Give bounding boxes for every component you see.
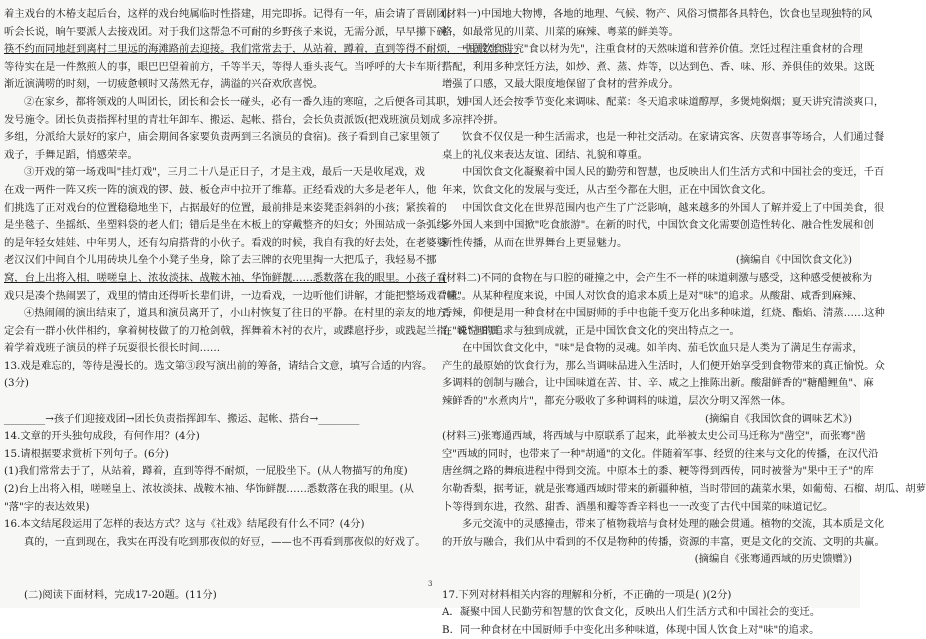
right-column <box>442 6 926 636</box>
left-column-line: ③开戏的第一场戏叫"挂灯戏"，三月二十八是正日子，才是主戏，最后一天是收尾戏，戏 <box>24 166 425 179</box>
left-column-line <box>4 569 424 587</box>
page-number: 3 <box>428 580 433 588</box>
right-column-line: 年来，饮食文化的发展与变迁，从古至今都在大胆，正在中国饮食文化。 <box>442 183 772 196</box>
left-column-line: 的是年轻女娃娃、中年男人，还有勾肩搭背的小伙子。看戏的时候，我自有我的好去处，在老婆婆 <box>4 236 447 249</box>
left-column-line: 着学着戏班子演员的样子玩耍很长很长时间…… <box>4 342 221 355</box>
right-column-line: 搭配，利用多种烹饪方法，如炒、煮、蒸、炸等，以达到色、香、味、形、养俱佳的效果。这既 <box>442 60 875 73</box>
left-column-line: 14.文章的开头独句成段，有何作用？(4分) <box>4 430 200 443</box>
left-column-line <box>4 551 424 569</box>
right-column-line: 在"味"上的追求与独到成就，正是中国饮食文化的突出特点之一。 <box>442 324 740 337</box>
right-column-line: 空"西域的同时，也带来了一种"胡通"的文化。伴随着军事、经贸的往来与文化的传播，在汉代沿 <box>442 447 879 460</box>
left-column-line: ________→孩子们迎接戏团→团长负责指挥卸车、搬运、起帐、搭台→________ <box>4 412 360 425</box>
right-column-line: 中国人还会按季节变化来调味、配菜：冬天追求味道醇厚，多煲炖焖烟；夏天讲究清淡爽口， <box>462 95 885 108</box>
right-column-line: 尔勒香梨，据考证，就是张骞通西域时带来的新疆种植，当时带回的蔬菜水果，如葡萄、石榴、胡瓜、胡萝 <box>442 483 926 496</box>
right-column-line: 在中国饮食文化中，"味"是食物的灵魂。如羊肉、茄毛饮血只是人类为了满足生存需求， <box>462 342 863 355</box>
right-column-line: 中国饮食文化凝聚着中国人民的勤劳和智慧，也反映出人们生活方式和中国社会的变迁，千百 <box>462 166 885 179</box>
left-column-line: 多组，分派给大景好的家户，庙会期间各家要负责两到三名演员的食宿)。孩子看到自己家里领了 <box>4 131 441 144</box>
left-column-line: 听会长说，晌午要派人去接戏团。对于我们这帮急不可耐的乡野孩子来说，无需分派，早早攥下碗 <box>4 25 447 38</box>
right-column-line: (摘编自《我国饮食的调味艺术》) <box>704 412 852 425</box>
right-column-line: "味"。从某种程度来说，中国人对饮食的追求本质上是对"味"的追求。从酸甜、咸香到麻辣、 <box>442 289 863 302</box>
left-column-line: 真的，一直到现在，我实在再没有吃到那夜似的好豆，——也不再看到那夜似的好戏了。 <box>24 535 426 548</box>
right-column-line: 多凉拌冷拼。 <box>442 113 504 126</box>
left-column-line: 渐近演满唠的时刻，一切疲惫顿时又荡然无存，满溢的兴奋欢欣喜悦。 <box>4 78 324 91</box>
left-column-line: 是坐毯子、坐摇纸、坐塑料袋的老人们；错后是坐在木板上的穿戴整齐的妇女；外围站成一条弧线 <box>4 219 447 232</box>
left-column-line: 窝，台上出将入相，嗟嗟皇上、浓妆淡抹、战鞍木袖、华饰鲜靓……悉数落在我的眼里。小孩子看 <box>4 271 447 284</box>
right-column-line: 增强了口感，又最大限度地保留了食材的营养成分。 <box>442 78 679 91</box>
left-column-line: "落"字的表达效果) <box>4 500 90 513</box>
right-column-line: B．同一种食材在中国厨师手中变化出多种味道，体现中国人饮食上对"味"的追求。 <box>442 623 820 636</box>
right-column-line: 卜等得到东进，孜然、甜香、洒墨和瓣等香辛料也一一改变了古代中国菜的味道记忆。 <box>442 500 834 513</box>
left-column-line: 老汉汉们中间自个儿用砖块儿垒个小凳子坐身，除了去三牌的衣兜里掏一大把瓜子，我轻易不挪 <box>4 254 437 267</box>
right-column-line: (材料二)不同的食物在与口腔的碰撞之中，会产生不一样的味道刺激与感受，这种感受便被称为 <box>442 271 873 284</box>
right-column-line: 新性传播，从而在世界舞台上更显魅力。 <box>442 236 628 249</box>
left-column-line: 着主戏台的木椿支起后台，这样的戏台纯属临时性搭建，用完即拆。记得有一年，庙会请了晋剧团。 <box>4 8 458 20</box>
right-column-line: (材料三)张骞通西域，将西域与中原联系了起来，此举被太史公司马迁称为"凿空"，而张骞"凿 <box>442 430 866 443</box>
left-column-line: 等待实在是一件熬煎人的事，眼巴巴望着前方，千等半天，等得人垂头丧气。当呼呼的大卡车斯行 <box>4 60 447 73</box>
left-column-line: (2)台上出将入相，嗟嗟皇上、浓妆淡抹、战鞍木袖、华饰鲜靓……悉数落在我的眼里。(从 <box>4 483 414 496</box>
left-column-line: 发号施令。团长负责指挥村里的青壮年卸车、搬运、起帐、搭台，会长负责派饭(把戏班演员划成 <box>4 113 441 126</box>
right-column-line: 辣鲜香的"水煮肉片"，都充分吸收了多种调料的味道，层次分明又浑然一体。 <box>442 395 792 408</box>
left-column-line: (1)我们常常去于了，从站着，蹲着，直到等得不耐烦，一屁股坐下。(从人物描写的角度) <box>4 465 408 478</box>
right-column-line: 中国饮食文化在世界范围内也产生了广泛影响，越来越多的外国人了解并爱上了中国美食，很 <box>462 201 885 214</box>
left-column-line: 戏只是凑个热闹罢了，戏里的情由还得听长辈们讲，一边看戏，一边听他们讲解，才能把整场戏看懂。 <box>4 289 468 302</box>
right-column-line: A．凝聚中国人民勤劳和智慧的饮食文化，反映出人们生活方式和中国社会的变迁。 <box>442 606 821 619</box>
left-column-line: 13.戏是难忘的，等待是漫长的。选文第③段写演出前的筹备，请结合文意，填写合适的内容。 <box>4 359 433 372</box>
left-column-line: 定会有一群小伙伴相约，拿着树枝做了的刀枪剑戟，挥舞着木衬的衣片，或蹀扈抒步，或践起兰指，说说唱唱 <box>4 324 499 337</box>
left-column-line <box>4 393 424 411</box>
right-column-line: 多元交流中的灵感撞击，带来了植物栽培与食材处理的融会贯通。植物的交流，其本质是文化 <box>462 518 885 531</box>
left-column-line: 筷不约而同地赶到离村二里远的海滩路前去迎接。我们常常去于，从站着，蹲着，直到等得不耐烦，一屁股坐下。 <box>4 43 519 56</box>
left-column-line: 戏子，手舞足蹈，悄感荣幸。 <box>4 148 138 161</box>
left-column-line: (二)阅读下面材料，完成17-20题。(11分) <box>24 588 217 601</box>
left-column-line: 们挑选了正对戏台的位置稳稳地坐下，占据最好的位置，最前排是来姿凳歪斜斜的小孩；紧挨着的 <box>4 201 447 214</box>
right-column-line: 香辣，仰便是用一种食材在中国厨师的手中也能千变万化出多种味道，红烧、酯焰、清蒸……这种 <box>442 307 885 320</box>
right-column-line: 17.下列对材料相关内容的理解和分析，不正确的一项是( )(2分) <box>442 588 732 601</box>
left-column-line: (3分) <box>4 377 29 390</box>
left-column-line: 16.本文结尾段运用了怎样的表达方式？这与《社戏》结尾段有什么不同？(4分) <box>4 518 365 531</box>
right-column-line: 格，如最常见的川菜、川菜的麻辣、粤菜的鲜美等。 <box>442 25 679 38</box>
right-column-line: 中国饮食讲究"食以材为先"，注重食材的天然味道和营养价值。烹饪过程注重食材的合理 <box>462 43 863 56</box>
left-column-line: ④热闹闹的演出结束了，道具和演员离开了，小山村恢复了往日的平静。在村里的亲友的地方， <box>24 307 457 320</box>
right-column-line: 多调料的创制与融合，让中国味道在苦、甘、辛、咸之上推陈出新。酸甜鲜香的"糖醋鲤鱼"、麻 <box>442 377 874 390</box>
left-column-line: ②在家乡，都将领戏的人叫团长，团长和会长一碰头，必有一番久违的寒暄，之后便各司其职，划 <box>24 95 467 108</box>
right-column-line: (摘编自《中国饮食文化》) <box>735 254 852 267</box>
left-column-line: 在戏一两件一阵又疾一阵的演戏的锣、鼓、板仓声中拉开了维幕。正经看戏的大多是老年人，他 <box>4 183 437 196</box>
right-column-line: 的开放与融合，我们从中看到的不仅是物种的传播，资源的丰富，更是文化的交流、文明的共赢。 <box>442 535 885 548</box>
right-column-line: 多外国人来到中国掀"吃食旅游"。在新的时代，中国饮食文化需要创造性转化、融合性发展和创 <box>442 219 874 232</box>
right-column-line: (材料一)中国地大物博，各地的地理、气候、物产、风俗习惯都各具特色，饮食也呈现独特的风 <box>442 8 873 20</box>
right-column-line: 饮食不仅仅是一种生活需求，也是一种社交活动。在家请宾客、庆贺喜事等场合，人们通过餐 <box>462 131 885 144</box>
left-column-line: 15.请根据要求赏析下列句子。(6分) <box>4 447 169 460</box>
right-column-line: 桌上的礼仪来表达友谊、团结、礼貌和尊重。 <box>442 148 648 161</box>
right-column-line: 产生的最原始的饮食行为，那么当调味品进入生活时，人们便开始享受到食物带来的真正愉悦。众 <box>442 359 885 372</box>
right-column-line: 唐丝绸之路的舞痕进程中得到交流。中原本土的黍、粳等得到西传，同时被誉为"果中王子"的库 <box>442 465 874 478</box>
right-column-line: (摘编自《张骞通西域的历史馈赠》) <box>694 553 852 566</box>
right-column-line <box>442 569 856 587</box>
